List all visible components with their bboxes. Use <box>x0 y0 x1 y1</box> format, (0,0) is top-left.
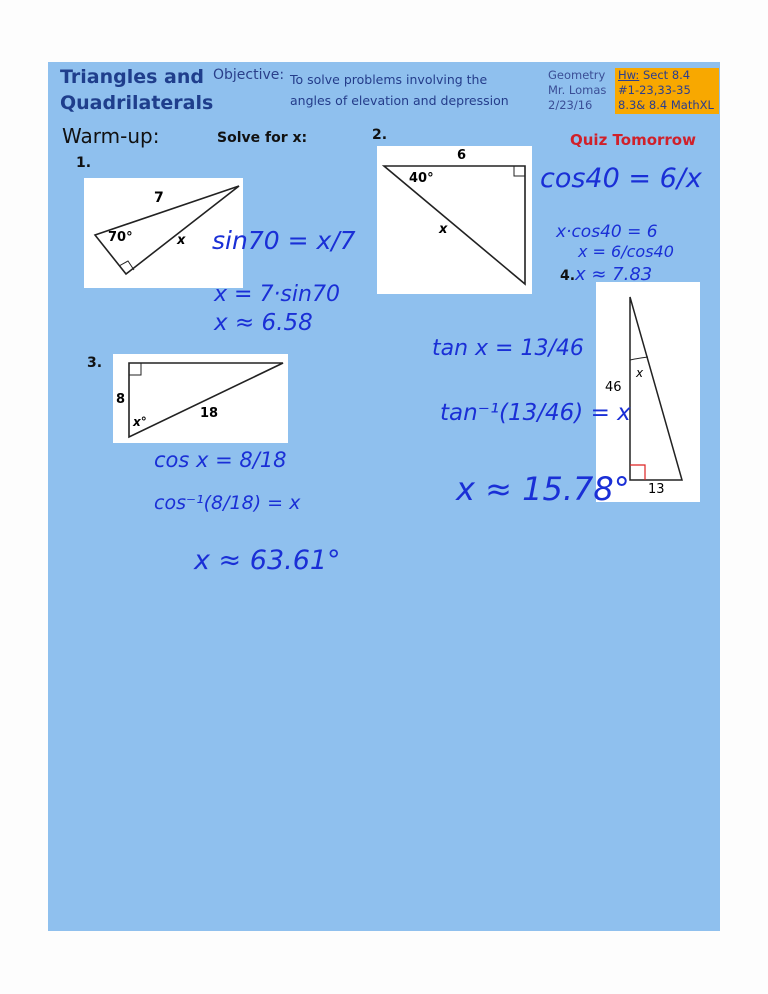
problem-4-number: 4. <box>560 268 576 284</box>
angle-label: x° <box>133 415 147 429</box>
handwritten-line: x ≈ 15.78° <box>456 470 630 508</box>
triangle-figure-4 <box>596 282 700 502</box>
angle-label: 70° <box>108 230 133 245</box>
warmup-heading: Warm-up: <box>62 124 160 148</box>
triangle-figure-3 <box>113 354 288 443</box>
side-label: 8 <box>116 392 126 407</box>
handwritten-line: x = 6/cos40 <box>578 242 674 261</box>
handwritten-line: x ≈ 6.58 <box>214 310 313 336</box>
instruction: Solve for x: <box>217 130 308 146</box>
handwritten-line: sin70 = x/7 <box>212 226 356 255</box>
side-label: 13 <box>648 482 665 497</box>
side-label: 6 <box>457 148 467 163</box>
problem-3-number: 3. <box>87 355 103 371</box>
side-label: 7 <box>154 190 164 206</box>
handwritten-line: x = 7·sin70 <box>214 282 340 307</box>
quiz-notice: Quiz Tomorrow <box>570 131 696 149</box>
triangle-2-icon <box>377 146 532 294</box>
course-info: Geometry Mr. Lomas 2/23/16 <box>548 68 607 112</box>
hypotenuse-label: 18 <box>200 406 219 421</box>
handwritten-line: tan x = 13/46 <box>432 336 584 361</box>
triangle-3-icon <box>113 354 288 443</box>
handwritten-line: x·cos40 = 6 <box>556 222 658 242</box>
triangle-figure-2 <box>377 146 532 294</box>
homework-box: Hw: Sect 8.4 #1-23,33-35 8.3& 8.4 MathXL <box>615 68 719 114</box>
objective-label: Objective: <box>213 67 285 83</box>
handwritten-line: cos40 = 6/x <box>540 163 702 194</box>
unknown-label: x <box>439 222 448 237</box>
objective-text: To solve problems involving the angles of elevation and depression <box>290 72 509 108</box>
unknown-label: x <box>177 233 186 248</box>
angle-label: 40° <box>409 171 434 186</box>
handwritten-line: x ≈ 63.61° <box>194 545 341 576</box>
handwritten-line: cos x = 8/18 <box>154 448 287 472</box>
side-label: 46 <box>605 380 622 395</box>
angle-label: x <box>636 366 644 380</box>
handwritten-line: x ≈ 7.83 <box>575 264 653 285</box>
handwritten-line: cos⁻¹(8/18) = x <box>154 492 301 514</box>
problem-2-number: 2. <box>372 127 388 143</box>
handwritten-line: tan⁻¹(13/46) = x <box>440 400 631 426</box>
problem-1-number: 1. <box>76 155 92 171</box>
lesson-title: Triangles and Quadrilaterals <box>60 66 214 114</box>
